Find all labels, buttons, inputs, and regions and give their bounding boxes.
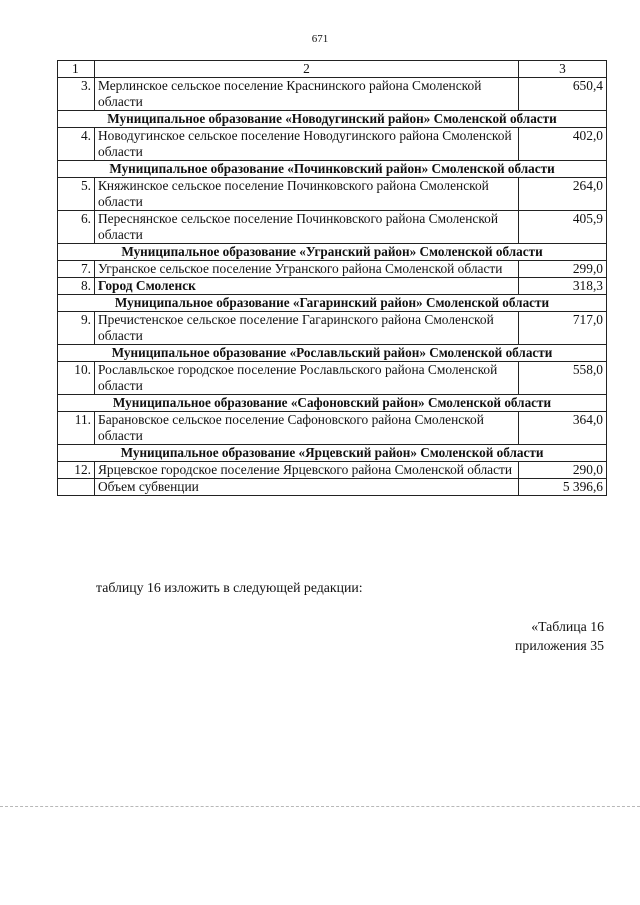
caption-line: «Таблица 16 (531, 619, 604, 634)
row-number: 9. (58, 312, 95, 345)
instruction-text: таблицу 16 изложить в следующей редакции: (96, 580, 363, 595)
table-row (58, 128, 607, 161)
subvention-amount: 402,0 (519, 128, 607, 161)
row-number: 3. (58, 78, 95, 111)
total-row (58, 479, 607, 496)
table-row (58, 261, 607, 278)
row-number: 10. (58, 362, 95, 395)
table-row (58, 278, 607, 295)
settlement-name: Город Смоленск (95, 278, 519, 295)
subvention-amount: 558,0 (519, 362, 607, 395)
row-number: 12. (58, 462, 95, 479)
municipality-header-row (58, 345, 607, 362)
subvention-table (57, 60, 607, 496)
subvention-amount: 405,9 (519, 211, 607, 244)
column-header: 1 (58, 61, 95, 78)
row-number: 7. (58, 261, 95, 278)
municipality-header-row (58, 161, 607, 178)
table-row (58, 78, 607, 111)
settlement-name: Угранское сельское поселение Угранского района Смоленской области (95, 261, 519, 278)
municipality-title: Муниципальное образование «Гагаринский район» Смоленской области (58, 295, 607, 312)
municipality-header-row (58, 244, 607, 261)
subvention-amount: 5 396,6 (519, 479, 607, 496)
settlement-name: Барановское сельское поселение Сафоновского района Смоленской области (95, 412, 519, 445)
municipality-header-row (58, 395, 607, 412)
municipality-header-row (58, 445, 607, 462)
subvention-amount: 264,0 (519, 178, 607, 211)
column-header: 3 (519, 61, 607, 78)
settlement-name: Княжинское сельское поселение Починковского района Смоленской области (95, 178, 519, 211)
caption-line: приложения 35 (515, 638, 604, 653)
subvention-amount: 650,4 (519, 78, 607, 111)
table-header-row (58, 61, 607, 78)
settlement-name: Мерлинское сельское поселение Краснинского района Смоленской области (95, 78, 519, 111)
table-row (58, 462, 607, 479)
subvention-amount: 299,0 (519, 261, 607, 278)
subvention-amount: 290,0 (519, 462, 607, 479)
row-number (58, 479, 95, 496)
table-row (58, 312, 607, 345)
municipality-title: Муниципальное образование «Ярцевский район» Смоленской области (58, 445, 607, 462)
row-number: 5. (58, 178, 95, 211)
table-row (58, 362, 607, 395)
settlement-name: Объем субвенции (95, 479, 519, 496)
settlement-name: Переснянское сельское поселение Починковского района Смоленской области (95, 211, 519, 244)
row-number: 8. (58, 278, 95, 295)
settlement-name: Ярцевское городское поселение Ярцевского района Смоленской области (95, 462, 519, 479)
municipality-header-row (58, 295, 607, 312)
row-number: 11. (58, 412, 95, 445)
municipality-title: Муниципальное образование «Рославльский район» Смоленской области (58, 345, 607, 362)
scan-divider (0, 806, 640, 807)
table-body (58, 78, 607, 496)
municipality-title: Муниципальное образование «Новодугинский район» Смоленской области (58, 111, 607, 128)
municipality-title: Муниципальное образование «Починковский район» Смоленской области (58, 161, 607, 178)
table-row (58, 178, 607, 211)
column-header: 2 (95, 61, 519, 78)
settlement-name: Пречистенское сельское поселение Гагаринского района Смоленской области (95, 312, 519, 345)
row-number: 4. (58, 128, 95, 161)
settlement-name: Новодугинское сельское поселение Новодугинского района Смоленской области (95, 128, 519, 161)
subvention-amount: 318,3 (519, 278, 607, 295)
row-number: 6. (58, 211, 95, 244)
subvention-amount: 364,0 (519, 412, 607, 445)
municipality-title: Муниципальное образование «Угранский район» Смоленской области (58, 244, 607, 261)
table-row (58, 211, 607, 244)
table-caption (515, 617, 604, 655)
municipality-header-row (58, 111, 607, 128)
municipality-title: Муниципальное образование «Сафоновский район» Смоленской области (58, 395, 607, 412)
settlement-name: Рославльское городское поселение Рославльского района Смоленской области (95, 362, 519, 395)
table-row (58, 412, 607, 445)
subvention-amount: 717,0 (519, 312, 607, 345)
page-number: 671 (311, 33, 329, 45)
